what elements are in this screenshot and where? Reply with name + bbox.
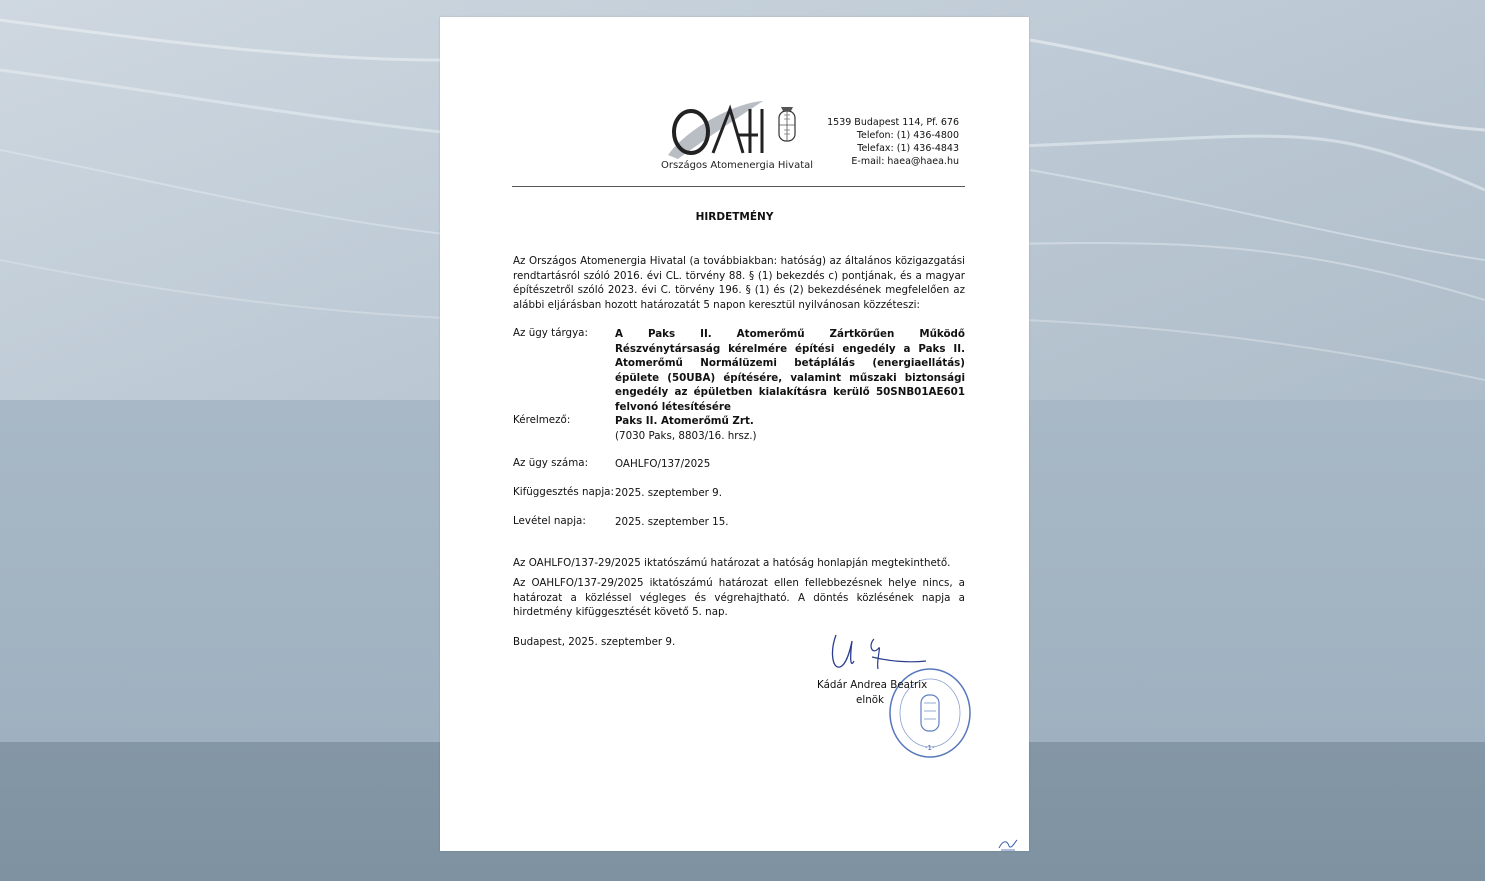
note-website: Az OAHLFO/137-29/2025 iktatószámú határozat a hatóság honlapján megtekinthető. [513, 557, 951, 569]
fax-line: Telefax: (1) 436-4843 [857, 143, 959, 154]
header-divider [512, 186, 965, 187]
case-number-label: Az ügy száma: [513, 457, 589, 469]
document-page [440, 17, 1029, 851]
phone-line: Telefon: (1) 436-4800 [856, 130, 959, 141]
signatory-role: elnök [856, 694, 884, 706]
case-number-value: OAHLFO/137/2025 [615, 458, 711, 470]
subject-value: A Paks II. Atomerőmű Zártkörűen Működő Részvénytársaság kérelmére építési engedély a Paks II. Atomerőmű Normálüzemi betáplálás (energiaellátás) épülete (50UBA) építésére, valamint műszaki biztonsági engedély az épületben kialakításra kerülő 50SNB01AE601 felvonó létesítésére [615, 328, 965, 413]
corner-ink-mark [997, 838, 1019, 852]
posting-date-label: Kifüggesztés napja: [513, 486, 614, 498]
applicant-address: (7030 Paks, 8803/16. hrsz.) [615, 430, 757, 442]
applicant-label: Kérelmező: [513, 414, 571, 426]
contact-address [827, 116, 959, 168]
place-date: Budapest, 2025. szeptember 9. [513, 636, 676, 648]
subject-label: Az ügy tárgya: [513, 327, 588, 339]
intro-paragraph: Az Országos Atomenergia Hivatal (a továbbiakban: hatóság) az általános közigazgatási rendtartásról szóló 2016. évi CL. törvény 88. § (1) bekezdés c) pontjának, és a magyar építészetről szóló 2023. évi C. törvény 196. § (1) és (2) bekezdésének megfelelően az alábbi eljárásban hozott határozatát 5 napon keresztül nyilvánosan közzéteszi: [513, 255, 965, 311]
note-appeal: Az OAHLFO/137-29/2025 iktatószámú határozat ellen fellebbezésnek helye nincs, a határozat a közléssel végleges és végrehajtható. A döntés közlésének napja a hirdetmény kifüggesztését követő 5. nap. [513, 577, 965, 618]
applicant-name: Paks II. Atomerőmű Zrt. [615, 415, 754, 427]
address-line: 1539 Budapest 114, Pf. 676 [827, 117, 959, 128]
email-line: E-mail: haea@haea.hu [851, 156, 959, 167]
removal-date-value: 2025. szeptember 15. [615, 516, 729, 528]
removal-date-label: Levétel napja: [513, 515, 586, 527]
signatory-name: Kádár Andrea Beatrix [817, 679, 928, 691]
document-title: HIRDETMÉNY [695, 211, 774, 223]
logo-caption: Országos Atomenergia Hivatal [661, 160, 814, 171]
posting-date-value: 2025. szeptember 9. [615, 487, 722, 499]
stamp-number: -1- [925, 744, 935, 752]
handwritten-signature [828, 631, 928, 681]
